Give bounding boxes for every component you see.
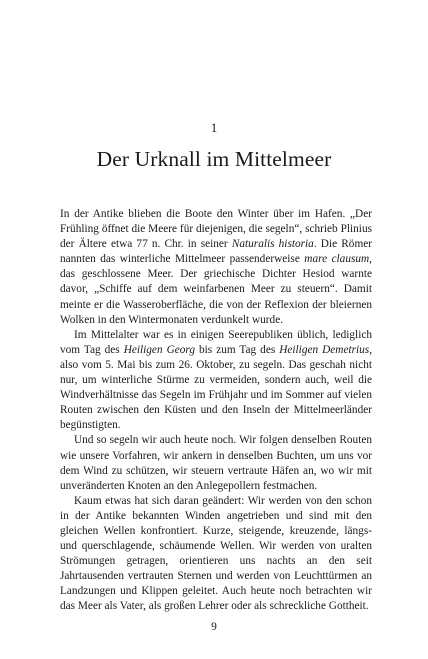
paragraph-1 bbox=[60, 207, 372, 328]
saint-name-italic: Heiligen Demetrius bbox=[279, 343, 370, 356]
chapter-title: Der Urknall im Mittelmeer bbox=[96, 147, 332, 171]
text-segment: , also vom 5. Mai bis zum 26. Oktober, zu segeln. Das geschah nicht nur, um winterliche Stürme zu vermeiden, sondern auch, weil die Windverhältnisse das Segeln im Frühjahr und im Sommer auf vielen Routen zwischen den Küsten und den Inseln der Mittelmeerländer begünstigten. bbox=[60, 343, 373, 432]
body-text bbox=[60, 207, 372, 615]
text-segment: Im Mittelalter war es in einigen Seerepubliken üblich, lediglich vom Tag des bbox=[60, 328, 372, 356]
paragraph-2 bbox=[60, 328, 372, 434]
text-segment: Kaum etwas hat sich daran geändert: Wir werden von den schon in der Antike bekannten Winden angetrieben und sind mit den gleichen Wellen konfrontiert. Kurze, steigende, kreuzende, längs- und querschlagende, schäumende Wellen. Wir werden von uralten Strömungen getragen, orientieren uns nachts an den seit Jahrtausenden vertrauten Sternen und werden von Leuchttürmen an Landzungen und Klippen geleitet. Auch heute noch betrachten wir das Meer als Vater, als großen Lehrer oder als schreckliche Gottheit. bbox=[60, 494, 372, 613]
text-segment: , das geschlossene Meer. Der griechische Dichter Hesiod warnte davor, „Schiffe auf dem weinfarbenen Meer zu steuern“. Damit meinte er die Wasseroberfläche, die von der Reflexion der bleiernen Wolken in den Wintermonaten verdunkelt wurde. bbox=[60, 253, 372, 326]
work-title-italic: Naturalis historia bbox=[231, 238, 314, 251]
text-segment: . Die Römer nannten das winterliche Mittelmeer passenderweise bbox=[60, 238, 373, 266]
chapter-number: 1 bbox=[210, 120, 218, 135]
text-segment: Und so segeln wir auch heute noch. Wir folgen denselben Routen wie unsere Vorfahren, wir ankern in denselben Buchten, um uns vor dem Wind zu schützen, wir steuern vertraute Häfen an, wo wir mit unveränderten Knoten an den Anlegepollern festmachen. bbox=[60, 434, 372, 492]
paragraph-3 bbox=[60, 433, 372, 493]
latin-term-italic: mare clausum bbox=[304, 253, 370, 266]
paragraph-4 bbox=[60, 494, 372, 615]
saint-name-italic: Heiligen Georg bbox=[123, 343, 196, 356]
text-segment: bis zum Tag des bbox=[195, 343, 280, 356]
text-segment: In der Antike blieben die Boote den Winter über im Hafen. „Der Frühling öffnet die Meere für diejenigen, die segeln“, schrieb Plinius der Ältere etwa 77 n. Chr. in seiner bbox=[60, 208, 372, 251]
page-number: 9 bbox=[211, 621, 217, 633]
